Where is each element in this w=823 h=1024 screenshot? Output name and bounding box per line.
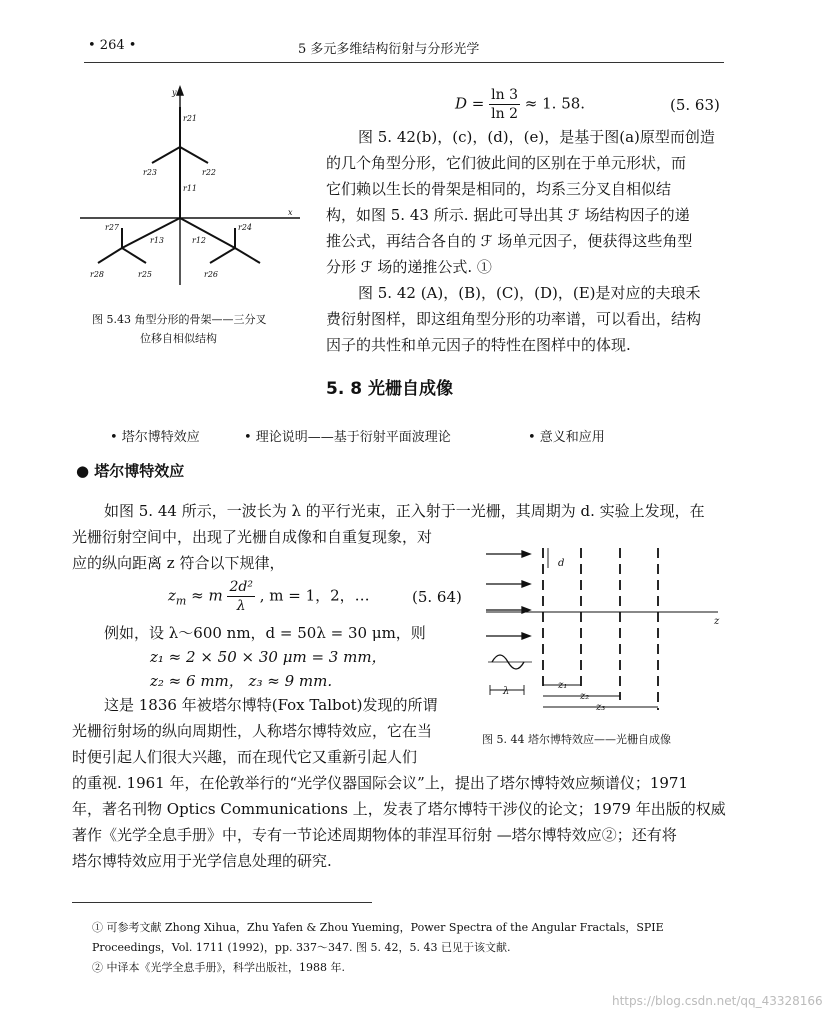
para1-line: 它们赖以生长的骨架是相同的，均系三分叉自相似结 — [326, 180, 672, 198]
eq564-numerator: 2d² — [229, 579, 253, 595]
running-header: 5 多元多维结构衍射与分形光学 — [298, 42, 480, 57]
eq564-tag: (5. 64) — [412, 588, 462, 606]
watermark: https://blog.csdn.net/qq_43328166 — [612, 994, 823, 1008]
eq564-denominator: λ — [236, 598, 246, 614]
fig543-label: r11 — [183, 184, 198, 193]
header-rule — [84, 62, 724, 63]
para4-line: 时便引起人们很大兴趣，而在现代它又重新引起人们 — [72, 748, 418, 766]
fig543-label: r23 — [143, 168, 158, 177]
para4-line: 塔尔博特效应用于光学信息处理的研究. — [72, 852, 332, 870]
para1-line: 图 5. 42(b)，(c)，(d)，(e)，是基于图(a)原型而创造 — [358, 128, 715, 146]
fig544-caption: 图 5. 44 塔尔博特效应——光栅自成像 — [482, 733, 671, 746]
section-title: 5. 8 光栅自成像 — [326, 379, 453, 399]
para1-line: 分形 ℱ 场的递推公式. ① — [326, 258, 492, 276]
para3-line3: 应的纵向距离 z 符合以下规律， — [72, 554, 285, 572]
para4-line: 年，著名刊物 Optics Communications 上，发表了塔尔博特干涉仪的论文；1979 年出版的权威 — [72, 800, 726, 818]
eq563-tag: (5. 63) — [670, 96, 720, 114]
fig544-label-lambda: λ — [503, 686, 510, 697]
para1-line: 构，如图 5. 43 所示. 据此可导出其 ℱ 场结构因子的递 — [326, 206, 690, 224]
eq563-fraction — [489, 86, 520, 123]
figure-5-44 — [478, 540, 740, 720]
fig543-label: r25 — [138, 270, 153, 279]
eq564-rest: , m = 1，2，… — [259, 586, 370, 605]
footnote-2: ② 中译本《光学全息手册》，科学出版社，1988 年. — [92, 961, 345, 974]
para2-line: 费衍射图样，即这组角型分形的功率谱，可以看出，结构 — [326, 310, 702, 328]
fig543-caption-line2: 位移自相似结构 — [140, 332, 217, 345]
para4-line: 这是 1836 年被塔尔博特(Fox Talbot)发现的所谓 — [104, 696, 438, 714]
fig543-axis-y: y — [172, 88, 177, 97]
fig543-label: r21 — [183, 114, 198, 123]
eq564-approx: ≈ m — [191, 586, 223, 605]
eq563-numerator: ln 3 — [491, 87, 519, 103]
eq564-lhs: z — [168, 586, 176, 605]
topic-item: • 塔尔博特效应 — [110, 430, 200, 445]
page-number: • 264 • — [88, 38, 137, 53]
eq563-denominator: ln 2 — [491, 106, 519, 122]
fig544-label-z3: z₃ — [596, 702, 606, 713]
example-line1: 例如，设 λ～600 nm，d = 50λ = 30 μm，则 — [104, 624, 426, 642]
fig544-label-z: z — [714, 616, 720, 627]
fig543-label: r28 — [90, 270, 105, 279]
para1-line: 的几个角型分形，它们彼此间的区别在于单元形状，而 — [326, 154, 687, 172]
eq564-fraction — [227, 578, 254, 615]
topic-item: • 意义和应用 — [528, 430, 605, 445]
fig543-caption-line1: 图 5.43 角型分形的骨架——三分叉 — [92, 313, 267, 326]
para4-line: 光栅衍射场的纵向周期性，人称塔尔博特效应，它在当 — [72, 722, 433, 740]
fig544-label-z1: z₁ — [558, 680, 568, 691]
fig543-label: r12 — [192, 236, 207, 245]
subsection-heading: ● 塔尔博特效应 — [76, 462, 185, 480]
para1-line: 推公式，再结合各自的 ℱ 场单元因子，便获得这些角型 — [326, 232, 693, 250]
figure-5-43 — [80, 85, 310, 295]
footnote-1-line1: ① 可参考文献 Zhong Xihua，Zhu Yafen & Zhou Yueming，Power Spectra of the Angular Fractals，SPIE — [92, 921, 664, 934]
para2-line: 因子的共性和单元因子的特性在图样中的体现. — [326, 336, 631, 354]
fig544-label-z2: z₂ — [580, 691, 590, 702]
fig543-label: r22 — [202, 168, 217, 177]
fig543-label: r13 — [150, 236, 165, 245]
para4-line: 的重视. 1961 年，在伦敦举行的“光学仪器国际会议”上，提出了塔尔博特效应频谱仪；1971 — [72, 774, 688, 792]
example-line3: z₂ ≈ 6 mm， z₃ ≈ 9 mm. — [150, 672, 333, 690]
equation-5-64 — [168, 578, 370, 615]
eq564-lhs-sub: m — [175, 594, 187, 608]
para3-line2: 光栅衍射空间中，出现了光栅自成像和自重复现象，对 — [72, 528, 433, 546]
eq563-rhs: ≈ 1. 58. — [524, 94, 586, 113]
footnote-rule — [72, 902, 372, 903]
para3-line1: 如图 5. 44 所示，一波长为 λ 的平行光束，正入射于一光栅，其周期为 d. 实验上发现，在 — [104, 502, 705, 520]
footnote-1-line2: Proceedings，Vol. 1711 (1992)，pp. 337～347. 图 5. 42，5. 43 已见于该文献. — [92, 941, 511, 954]
topic-item: • 理论说明——基于衍射平面波理论 — [244, 430, 451, 445]
fig543-label: r26 — [204, 270, 219, 279]
equation-5-63 — [455, 86, 585, 123]
fig544-label-d: d — [558, 558, 565, 569]
fig543-label: r24 — [238, 223, 253, 232]
fig543-axis-x: x — [288, 208, 293, 217]
para4-line: 著作《光学全息手册》中，专有一节论述周期物体的菲涅耳衍射 —塔尔博特效应②；还有将 — [72, 826, 677, 844]
eq563-lhs: D = — [455, 94, 485, 113]
example-line2: z₁ ≈ 2 × 50 × 30 μm = 3 mm， — [150, 648, 387, 666]
para2-line: 图 5. 42 (A)，(B)，(C)，(D)，(E)是对应的夫琅禾 — [358, 284, 701, 302]
fig543-label: r27 — [105, 223, 120, 232]
